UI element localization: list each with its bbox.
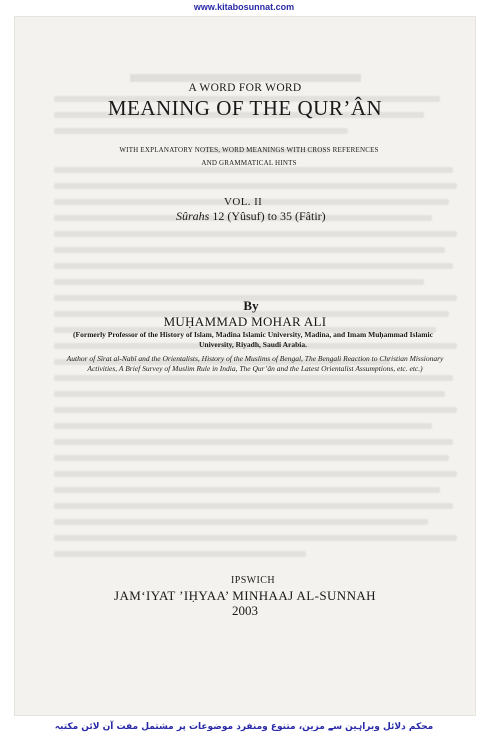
surahs-range bbox=[176, 209, 416, 224]
imprint-city: IPSWICH bbox=[231, 575, 275, 586]
volume-label: VOL. II bbox=[224, 196, 263, 208]
explanatory-line-1: WITH EXPLANATORY NOTES, WORD MEANINGS WITH CROSS REFERENCES bbox=[119, 146, 379, 154]
author-affiliation: (Formerly Professor of the History of Islam, Madina Islamic University, Madina, and Imam Muḥammad Islamic University, Riyadh, Saudi Arabia. bbox=[73, 330, 433, 349]
imprint-publisher: JAM‘IYAT ’IḤYAA’ MINHAAJ AL-SUNNAH bbox=[114, 588, 376, 603]
author-name: MUḤAMMAD MOHAR ALI bbox=[163, 314, 327, 329]
surahs-prefix: Sûrahs bbox=[176, 209, 210, 223]
footer-banner[interactable]: محکم دلائل وبراہین سے مزین، متنوع ومنفرد موضوعات پر مشتمل مفت آن لائن مکتبہ bbox=[54, 722, 434, 732]
by-label: By bbox=[243, 298, 259, 313]
explanatory-line-2: AND GRAMMATICAL HINTS bbox=[201, 159, 297, 167]
surahs-range-text: 12 (Yûsuf) to 35 (Fâtir) bbox=[212, 209, 326, 223]
title-top-line: A WORD FOR WORD bbox=[188, 82, 302, 94]
main-title: MEANING OF THE QUR’ÂN bbox=[107, 96, 383, 120]
header-url[interactable]: www.kitabosunnat.com bbox=[193, 2, 295, 12]
title-explanatory bbox=[84, 144, 414, 170]
author-works: Author of Sîrat al-Nabî and the Orientalists, History of the Muslims of Bengal, The Bengali Reaction to Christian Missionary Activities, A Brief Survey of Muslim Rule in India, The Qur’ân and the Latest Orientalist Assumptions, etc. etc.) bbox=[66, 354, 444, 373]
book-title-page bbox=[14, 16, 476, 716]
imprint-year: 2003 bbox=[232, 603, 258, 618]
